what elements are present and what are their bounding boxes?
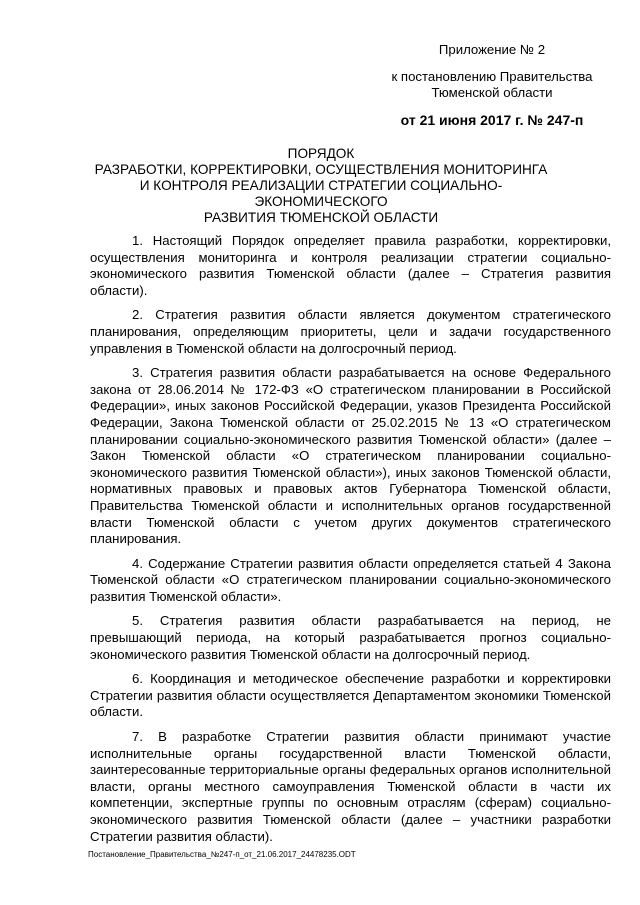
paragraph-6: 6. Координация и методическое обеспечение разработки и корректировки Стратегии развития области осуществляется Департаментом экономики Тюменской области.: [90, 671, 611, 720]
decree-reference-line1: к постановлению Правительства: [391, 69, 593, 84]
paragraph-3: 3. Стратегия развития области разрабатывается на основе Федерального закона от 28.06.2014 № 172-ФЗ «О стратегическом планировании в Российской Федерации», иных законов Российской Федерации, указов Президента Российской Федерации, Закона Тюменской области от 25.02.2015 № 13 «О стратегическом планировании социально-экономического развития Тюменской области» (далее – Закон Тюменской области «О стратегическом планировании социально-экономического развития Тюменской области»), иных законов Тюменской области, нормативных правовых и правовых актов Губернатора Тюменской области, Правительства Тюменской области и исполнительных органов государственной власти Тюменской области с учетом других документов стратегического планирования.: [90, 365, 611, 547]
document-title: [80, 146, 562, 226]
paragraph-7: 7. В разработке Стратегии развития области принимают участие исполнительные органы государственной власти Тюменской области, заинтересованные территориальные органы федеральных органов исполнительной власти, органы местного самоуправления Тюменской области в части их компетенции, экспертные группы по основным отраслям (сферам) социально-экономического развития Тюменской области (далее – участники разработки Стратегии развития области).: [90, 729, 611, 844]
title-line: ПОРЯДОК: [287, 146, 355, 161]
paragraph-5: 5. Стратегия развития области разрабатывается на период, не превышающий периода, на который разрабатывается прогноз социально-экономического развития Тюменской области на долгосрочный период.: [90, 613, 611, 662]
appendix-number: Приложение № 2: [438, 42, 546, 57]
paragraph-4: 4. Содержание Стратегии развития области определяется статьей 4 Закона Тюменской области «О стратегическом планировании социально-экономического развития Тюменской области».: [90, 555, 611, 604]
appendix-header: [372, 42, 612, 128]
paragraph-2: 2. Стратегия развития области является документом стратегического планирования, определяющим приоритеты, цели и задачи государственного управления в Тюменской области на долгосрочный период.: [90, 307, 611, 356]
paragraph-1: 1. Настоящий Порядок определяет правила разработки, корректировки, осуществления мониторинга и контроля реализации стратегии социально-экономического развития Тюменской области (далее – Стратегия развития области).: [90, 233, 611, 298]
file-footer: Постановление_Правительства_№247-п_от_21.06.2017_24478235.ODT: [88, 850, 356, 859]
decree-reference-line2: Тюменской области: [431, 85, 553, 100]
decree-date: от 21 июня 2017 г. № 247-п: [400, 112, 584, 128]
document-body: [90, 233, 611, 853]
title-line: РАЗРАБОТКИ, КОРРЕКТИРОВКИ, ОСУЩЕСТВЛЕНИЯ МОНИТОРИНГА: [94, 162, 548, 177]
title-line: И КОНТРОЛЯ РЕАЛИЗАЦИИ СТРАТЕГИИ СОЦИАЛЬНО-ЭКОНОМИЧЕСКОГО: [139, 178, 503, 209]
title-line: РАЗВИТИЯ ТЮМЕНСКОЙ ОБЛАСТИ: [203, 210, 439, 225]
